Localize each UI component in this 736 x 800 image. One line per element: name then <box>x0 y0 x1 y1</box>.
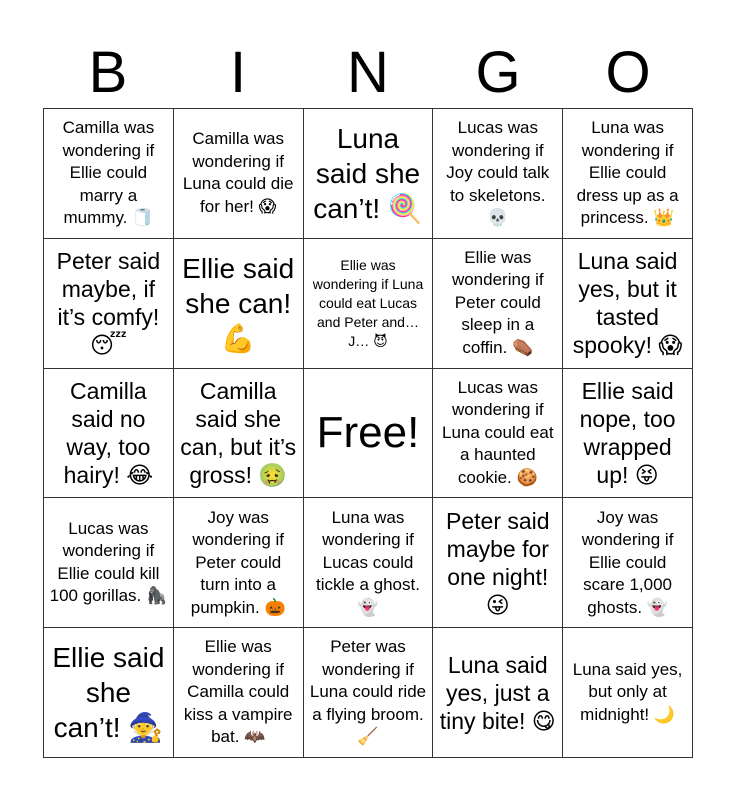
bingo-cell[interactable] <box>563 628 693 758</box>
free-space-text: Free! <box>316 407 420 457</box>
cell-text: Luna said yes, just a tiny bite! 😋 <box>439 651 556 734</box>
header-letter-i: I <box>229 40 247 105</box>
cell-text: Ellie was wondering if Luna could eat Lucas and Peter and… J… 😈 <box>312 256 424 349</box>
cell-text: Peter was wondering if Luna could ride a flying broom. 🧹 <box>309 637 427 747</box>
cell-text: Luna was wondering if Ellie could dress up as a princess. 👑 <box>576 118 679 228</box>
bingo-cell[interactable] <box>44 369 174 499</box>
bingo-cell[interactable] <box>563 498 693 628</box>
bingo-header <box>43 38 693 108</box>
cell-text: Ellie was wondering if Peter could sleep in a coffin. ⚰️ <box>451 247 544 357</box>
bingo-cell[interactable] <box>304 239 434 369</box>
bingo-cell[interactable] <box>304 109 434 239</box>
bingo-cell[interactable] <box>563 369 693 499</box>
cell-text: Luna said yes, but only at midnight! 🌙 <box>572 659 683 724</box>
cell-text: Peter said maybe, if it’s comfy! 😴 <box>56 248 161 359</box>
bingo-cell[interactable] <box>433 369 563 499</box>
header-letter-b: B <box>88 40 128 105</box>
bingo-cell[interactable] <box>304 498 434 628</box>
cell-text: Ellie said nope, too wrapped up! 😝 <box>579 377 676 488</box>
bingo-cell[interactable] <box>174 369 304 499</box>
bingo-cell[interactable] <box>304 628 434 758</box>
cell-text: Lucas was wondering if Joy could talk to skeletons. 💀 <box>446 118 550 228</box>
cell-text: Lucas was wondering if Ellie could kill 100 gorillas. 🦍 <box>49 518 168 606</box>
bingo-cell[interactable] <box>44 239 174 369</box>
cell-text: Ellie said she can! 💪 <box>182 252 295 354</box>
bingo-cell[interactable] <box>44 109 174 239</box>
cell-text: Camilla said she can, but it’s gross! 🤢 <box>180 377 297 488</box>
bingo-cell[interactable] <box>44 628 174 758</box>
bingo-cell[interactable] <box>174 498 304 628</box>
bingo-cell[interactable] <box>433 498 563 628</box>
cell-text: Camilla said no way, too hairy! 😂 <box>63 377 154 488</box>
header-letter-g: G <box>475 40 521 105</box>
header-letter-o: O <box>605 40 651 105</box>
header-letter-n: N <box>347 40 389 105</box>
cell-text: Ellie was wondering if Camilla could kiss a vampire bat. 🦇 <box>183 637 293 747</box>
bingo-cell[interactable] <box>44 498 174 628</box>
cell-text: Joy was wondering if Peter could turn into a pumpkin. 🎃 <box>190 507 286 617</box>
cell-text: Luna was wondering if Lucas could tickle a ghost. 👻 <box>316 507 420 617</box>
bingo-cell[interactable] <box>433 628 563 758</box>
cell-text: Camilla was wondering if Ellie could marry a mummy. 🧻 <box>62 118 155 228</box>
cell-text: Luna said yes, but it tasted spooky! 😱 <box>572 248 683 359</box>
cell-text: Lucas was wondering if Luna could eat a haunted cookie. 🍪 <box>442 377 554 487</box>
cell-text: Luna said she can’t! 🍭 <box>313 122 423 224</box>
bingo-cell[interactable] <box>174 239 304 369</box>
cell-text: Ellie said she can’t! 🧙 <box>52 642 165 744</box>
bingo-grid <box>43 108 693 758</box>
bingo-cell[interactable] <box>563 109 693 239</box>
bingo-cell[interactable] <box>174 628 304 758</box>
bingo-cell[interactable] <box>433 239 563 369</box>
bingo-cell-free[interactable] <box>304 369 434 499</box>
cell-text: Peter said maybe for one night! 😜 <box>446 507 550 618</box>
bingo-cell[interactable] <box>563 239 693 369</box>
cell-text: Camilla was wondering if Luna could die for her! 😱 <box>182 129 294 216</box>
bingo-cell[interactable] <box>174 109 304 239</box>
cell-text: Joy was wondering if Ellie could scare 1,000 ghosts. 👻 <box>581 507 674 617</box>
bingo-cell[interactable] <box>433 109 563 239</box>
